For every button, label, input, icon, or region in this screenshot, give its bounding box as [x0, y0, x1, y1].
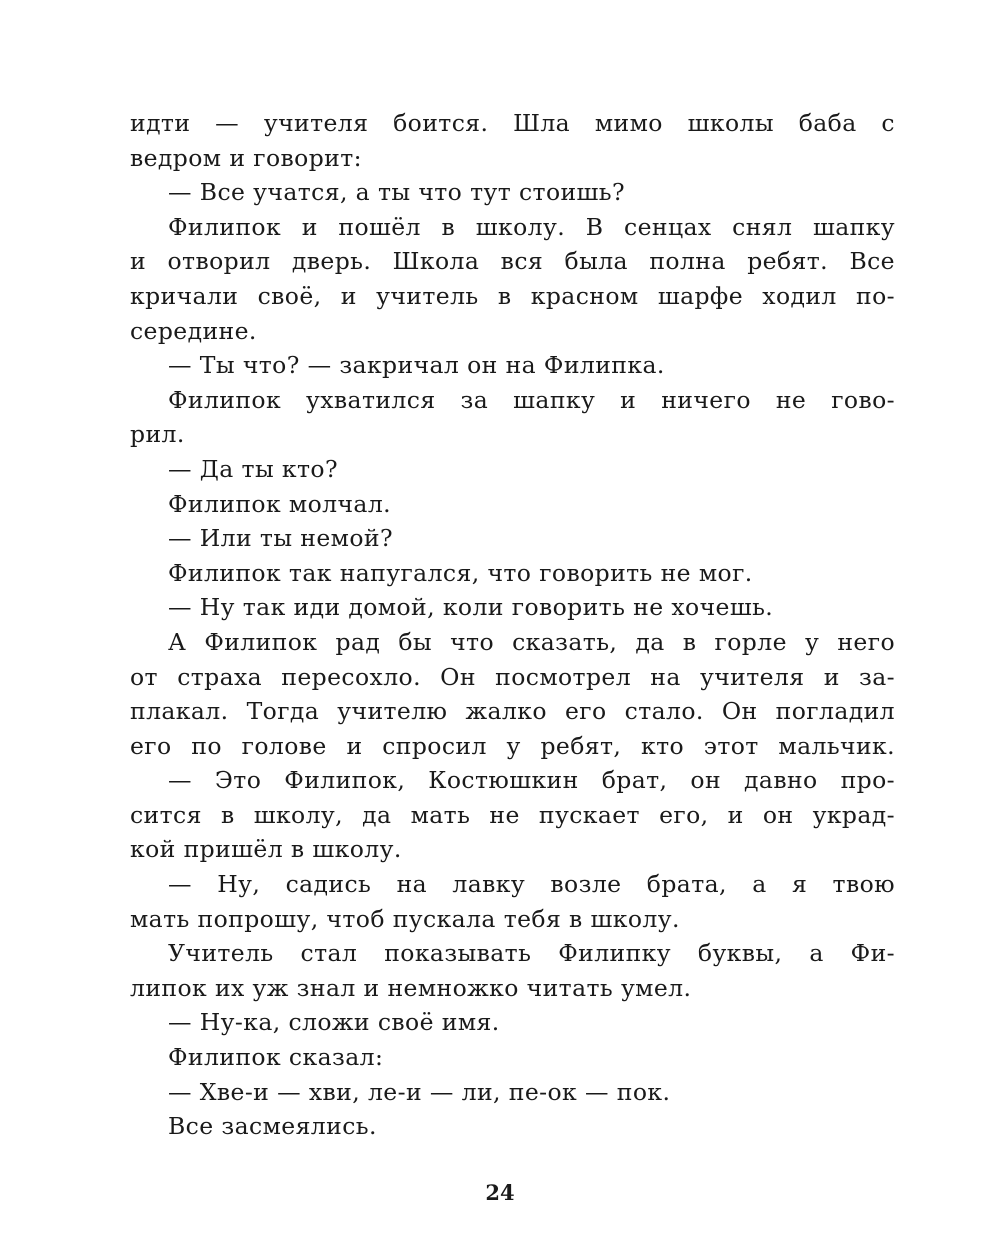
text-line: мать попрошу, чтоб пускала тебя в школу. — [130, 904, 680, 933]
text-line: Филипок ухватился за шапку и ничего не гово- — [168, 385, 895, 414]
text-line: — Ты что? — закричал он на Филипка. — [168, 351, 665, 380]
text-line: сится в школу, да мать не пускает его, и он украд- — [130, 800, 895, 829]
text-line: — Ну-ка, сложи своё имя. — [168, 1008, 500, 1037]
text-line: Учитель стал показывать Филипку буквы, а Фи- — [168, 939, 895, 968]
text-line: — Или ты немой? — [168, 524, 393, 553]
text-line: его по голове и спросил у ребят, кто этот мальчик. — [130, 731, 895, 760]
text-line: Филипок молчал. — [168, 489, 392, 518]
page-number: 24 — [485, 1180, 515, 1205]
text-line: кой пришёл в школу. — [130, 835, 402, 864]
text-line: кричали своё, и учитель в красном шарфе ходил по- — [130, 281, 895, 310]
text-line: — Все учатся, а ты что тут стоишь? — [168, 178, 626, 207]
story-text — [130, 106, 895, 1144]
text-line: липок их уж знал и немножко читать умел. — [130, 973, 692, 1002]
text-line: А Филипок рад бы что сказать, да в горле у него — [168, 627, 895, 656]
text-line: рил. — [130, 420, 185, 449]
text-line: плакал. Тогда учителю жалко его стало. Он погладил — [130, 697, 895, 726]
text-line: ведром и говорит: — [130, 143, 362, 172]
text-line: Филипок сказал: — [168, 1043, 384, 1072]
text-line: — Это Филипок, Костюшкин брат, он давно про- — [168, 766, 895, 795]
text-line: Филипок так напугался, что говорить не мог. — [168, 558, 753, 587]
text-line: Филипок и пошёл в школу. В сенцах снял шапку — [168, 212, 895, 241]
text-line: середине. — [130, 316, 257, 345]
text-line: и отворил дверь. Школа вся была полна ребят. Все — [130, 247, 895, 276]
text-line: идти — учителя боится. Шла мимо школы баба с — [130, 109, 895, 137]
text-line: от страха пересохло. Он посмотрел на учителя и за- — [130, 662, 895, 691]
text-line: — Хве-и — хви, ле-и — ли, пе-ок — пок. — [168, 1077, 671, 1106]
text-line: — Да ты кто? — [168, 454, 338, 483]
text-line: — Ну, садись на лавку возле брата, а я твою — [168, 870, 895, 899]
text-line: — Ну так иди домой, коли говорить не хочешь. — [168, 593, 774, 622]
text-line: Все засмеялись. — [168, 1112, 377, 1141]
